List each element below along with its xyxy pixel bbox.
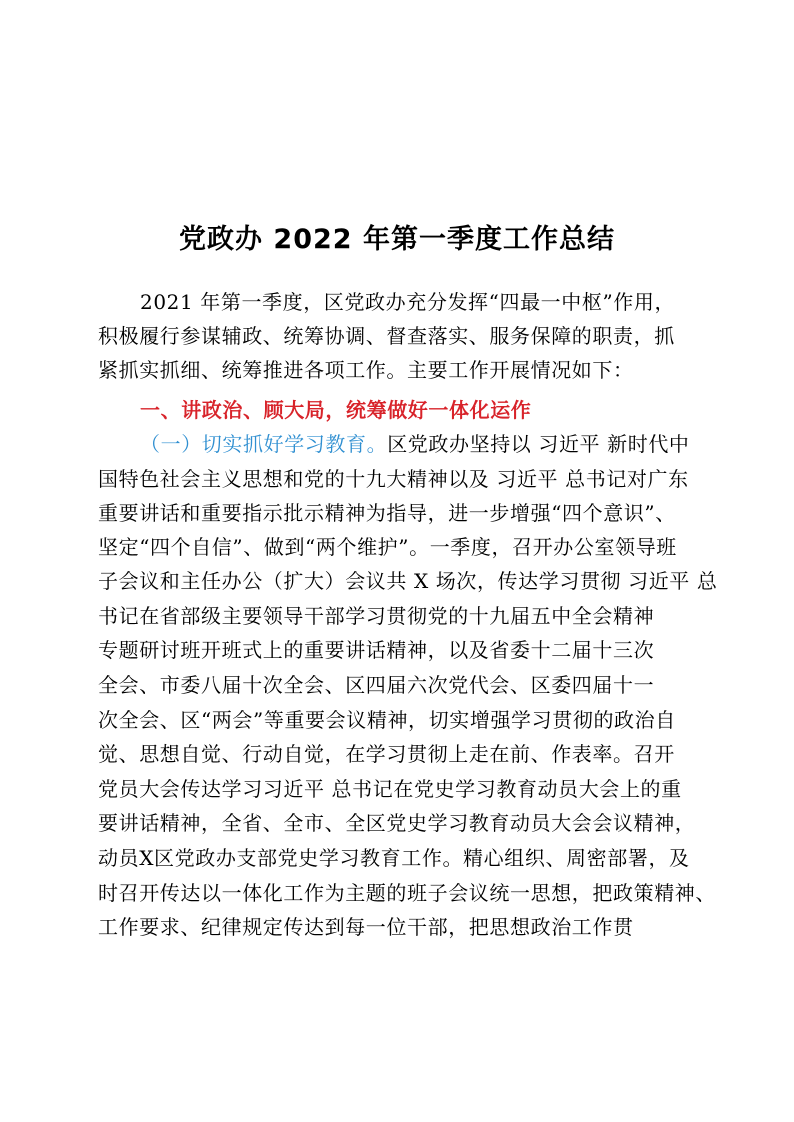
intro-line: 紧抓实抓细、统筹推进各项工作。主要工作开展情况如下： [98, 358, 634, 382]
body-line: 专题研讨班开班式上的重要讲话精神，以及省委十二届十三次 [98, 638, 655, 662]
section-heading: 一、讲政治、顾大局，统筹做好一体化运作 [140, 398, 532, 422]
subsection-first-line [140, 427, 720, 461]
body-text: 区党政办坚持以 习近平 新时代中 [387, 432, 690, 456]
body-line: 工作要求、纪律规定传达到每一位干部，把思想政治工作贯 [98, 915, 634, 939]
body-line: 国特色社会主义思想和党的十九大精神以及 习近平 总书记对广东 [98, 467, 689, 491]
body-line: 觉、思想自觉、行动自觉，在学习贯彻上走在前、作表率。召开 [98, 742, 675, 766]
body-line: 要讲话精神，全省、全市、全区党史学习教育动员大会会议精神， [98, 811, 696, 835]
document-title: 党政办 2022 年第一季度工作总结 [179, 224, 615, 255]
body-line: 党员大会传达学习习近平 总书记在党史学习教育动员大会上的重 [98, 777, 682, 801]
intro-line: 积极履行参谋辅政、统筹协调、督查落实、服务保障的职责，抓 [98, 324, 675, 348]
intro-line: 2021 年第一季度，区党政办充分发挥“四最一中枢”作用， [140, 290, 676, 314]
body-line: 子会议和主任办公（扩大）会议共 X 场次，传达学习贯彻 习近平 总 [98, 569, 718, 593]
body-line: 次全会、区“两会”等重要会议精神，切实增强学习贯彻的政治自 [98, 708, 676, 732]
body-line: 动员X区党政办支部党史学习教育工作。精心组织、周密部署，及 [98, 846, 690, 870]
subsection-heading: （一）切实抓好学习教育。 [140, 432, 388, 456]
body-line: 书记在省部级主要领导干部学习贯彻党的十九届五中全会精神 [98, 604, 655, 628]
body-line: 时召开传达以一体化工作为主题的班子会议统一思想，把政策精神、 [98, 881, 716, 905]
body-line: 坚定“四个自信”、做到“两个维护”。一季度，召开办公室领导班 [98, 535, 677, 559]
body-line: 全会、市委八届十次全会、区四届六次党代会、区委四届十一 [98, 673, 655, 697]
body-line: 重要讲话和重要指示批示精神为指导，进一步增强“四个意识”、 [98, 501, 676, 525]
